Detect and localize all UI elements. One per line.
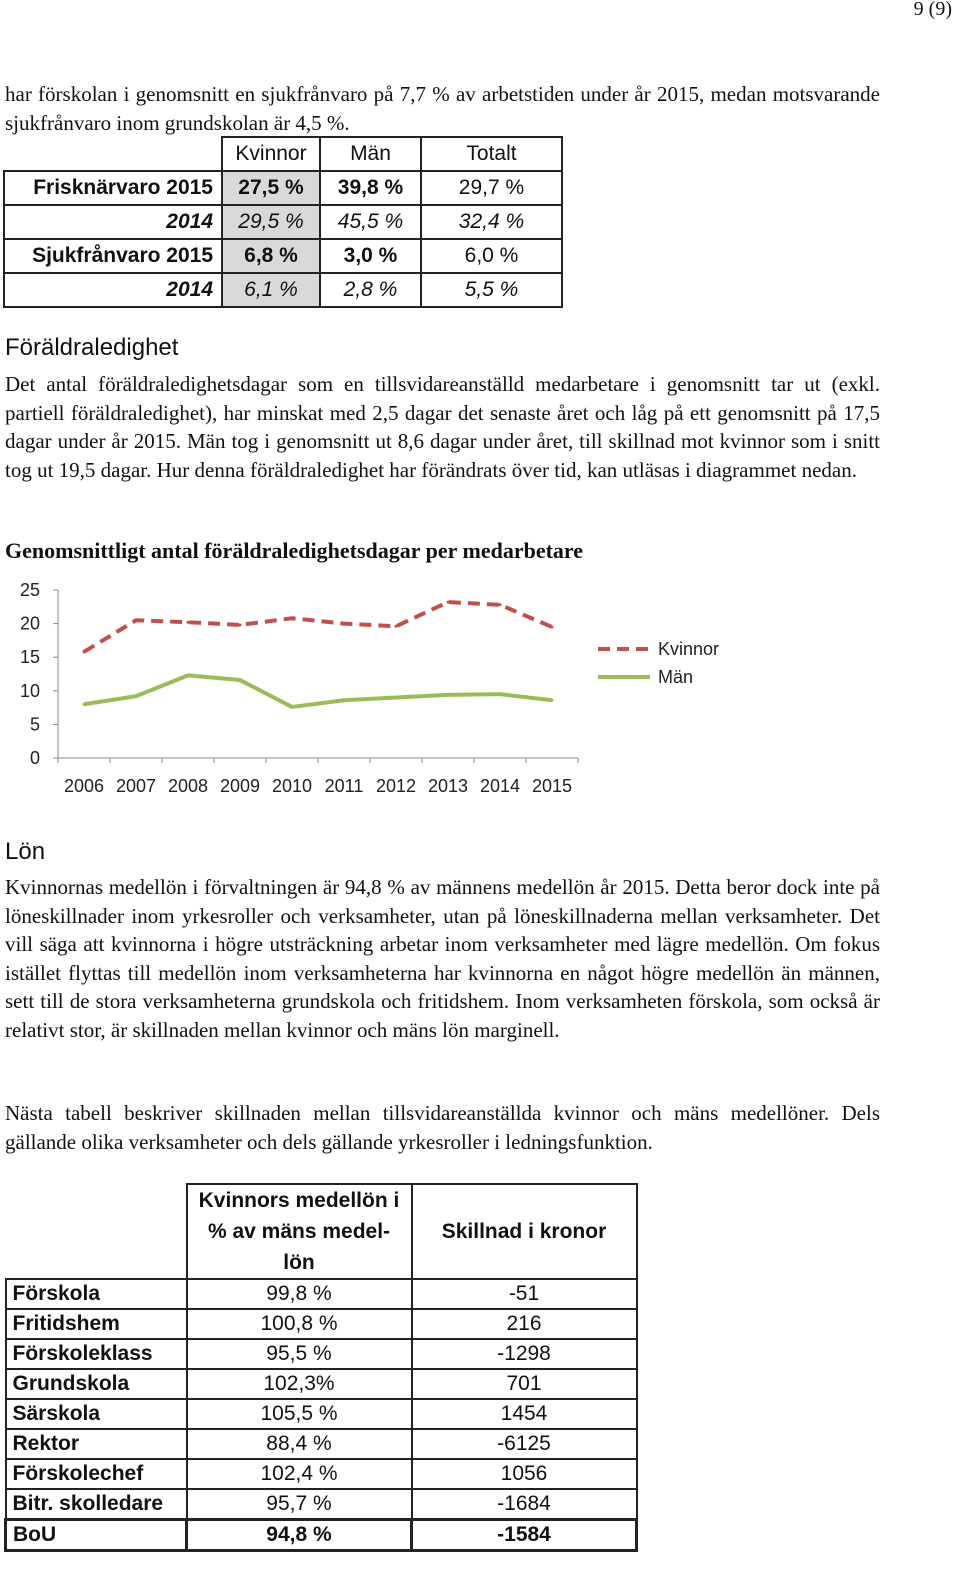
y-tick-label: 25 [19,580,40,600]
table-corner [6,1184,187,1279]
cell-totalt: 6,0 % [421,239,562,273]
chart-legend [598,639,719,687]
section-heading-salary: Lön [5,838,46,865]
row-name: Grundskola [6,1369,187,1399]
data-point [447,601,450,604]
x-tick-label: 2008 [167,776,209,796]
table-row [6,1279,637,1309]
cell-pct: 102,4 % [187,1459,412,1489]
chart-series [83,601,554,709]
row-label: 2014 [4,205,222,239]
y-tick-label: 20 [19,613,40,634]
cell-diff: 1454 [412,1399,637,1429]
data-point [447,693,450,696]
cell-diff: -51 [412,1279,637,1309]
row-name: Rektor [6,1429,187,1459]
parental-paragraph: Det antal föräldraledighetsdagar som en tillsvidareanställd medarbetare i genomsnitt tar ut (exkl. partiell föräldraledighet), har minskat med 2,5 dagar det senaste året och låg på ett genomsnitt på 17,5 dagar under år 2015. Män tog i genomsnitt ut 8,6 dagar under året, till skillnad mot kvinnor som i snitt tog ut 19,5 dagar. Hur denna föräldraledighet har förändrats över tid, kan utläsas i diagrammet nedan. [5,372,880,482]
x-tick-label: 2006 [63,776,105,796]
row-name: Bitr. skolledare [6,1489,187,1520]
x-tick-label: 2013 [427,776,469,796]
x-tick-label: 2015 [531,776,573,796]
data-point [551,625,554,628]
table-row [4,239,562,273]
salary-table [4,1183,638,1552]
cell-man: 2,8 % [320,273,421,307]
data-point [499,603,502,606]
cell-diff: 701 [412,1369,637,1399]
header-man: Män [320,137,421,171]
y-tick-label: 15 [19,647,40,668]
table-row [6,1309,637,1339]
x-tick-label: 2014 [479,776,521,796]
chart-title: Genomsnittligt antal föräldraledighetsdagar per medarbetare [5,538,584,563]
row-name: BoU [6,1520,187,1551]
cell-pct: 95,7 % [187,1489,412,1520]
data-point [395,696,398,699]
table-row [6,1489,637,1520]
series-line-kvinnor [84,602,552,652]
row-label: Sjukfrånvaro 2015 [4,239,222,273]
data-point [395,625,398,628]
table-row [4,205,562,239]
x-tick-label: 2010 [271,776,313,796]
data-point [239,623,242,626]
cell-pct: 88,4 % [187,1429,412,1459]
data-point [135,619,138,622]
x-tick-label: 2007 [115,776,157,796]
cell-diff: 216 [412,1309,637,1339]
cell-pct: 99,8 % [187,1279,412,1309]
data-point [551,699,554,702]
parental-leave-chart [0,570,760,810]
cell-diff: 1056 [412,1459,637,1489]
table-row [4,273,562,307]
table-row [6,1520,637,1551]
cell-man: 39,8 % [320,171,421,205]
table-row [6,1459,637,1489]
header-totalt: Totalt [421,137,562,171]
cell-man: 3,0 % [320,239,421,273]
cell-diff: -1298 [412,1339,637,1369]
table-row [6,1429,637,1459]
data-point [135,695,138,698]
legend-label: Män [658,667,694,687]
cell-diff: -1584 [412,1520,637,1551]
data-point [187,621,190,624]
header-diff: Skillnad i kronor [412,1184,637,1279]
data-point [499,693,502,696]
legend-label: Kvinnor [658,639,720,659]
cell-diff: -6125 [412,1429,637,1459]
data-point [83,703,86,706]
data-point [83,650,86,653]
x-tick-label: 2012 [375,776,417,796]
cell-totalt: 29,7 % [421,171,562,205]
intro-paragraph: har förskolan i genomsnitt en sjukfrånvaro på 7,7 % av arbetstiden under år 2015, medan motsvarande sjukfrånvaro inom grundskolan är 4,5 %. [5,82,880,135]
table-row [4,171,562,205]
row-label: Frisknärvaro 2015 [4,171,222,205]
salary-paragraph: Kvinnornas medellön i förvaltningen är 94,8 % av männens medellön år 2015. Detta beror dock inte på löneskillnader inom yrkesroller och verksamheter, utan på löneskillnaderna mellan verksamheter. Det vill säga att kvinnorna i högre utsträckning arbetar inom verksamheter med lägre medellön. Om fokus istället flyttas till medellön inom verksamheterna har kvinnorna en något högre medellön än männen, sett till de stora verksamheterna grundskola och fritidshem. Inom verksamheten förskola, som också är relativt stor, är skillnaden mellan kvinnor och mäns lön marginell. [5,875,880,1042]
row-name: Särskola [6,1399,187,1429]
cell-totalt: 5,5 % [421,273,562,307]
data-point [239,679,242,682]
cell-diff: -1684 [412,1489,637,1520]
data-point [291,617,294,620]
data-point [291,705,294,708]
cell-kvinnor: 6,8 % [222,239,320,273]
cell-pct: 100,8 % [187,1309,412,1339]
page-number: 9 (9) [913,0,952,20]
data-point [343,699,346,702]
y-tick-label: 5 [29,714,40,735]
salary-table-intro: Nästa tabell beskriver skillnaden mellan tillsvidareanställda kvinnor och mäns medellöner. Dels gällande olika verksamheter och dels gällande yrkesroller i ledningsfunktion. [5,1101,880,1154]
header-pct: Kvinnors medellön i % av mäns medel-lön [187,1184,412,1279]
table-row [6,1339,637,1369]
x-tick-label: 2011 [324,776,364,796]
table-row [6,1399,637,1429]
row-name: Fritidshem [6,1309,187,1339]
cell-man: 45,5 % [320,205,421,239]
table-row [6,1369,637,1399]
table-corner [4,137,222,171]
header-kvinnor: Kvinnor [222,137,320,171]
row-name: Förskola [6,1279,187,1309]
row-name: Förskoleklass [6,1339,187,1369]
x-axis [58,758,578,796]
cell-kvinnor: 6,1 % [222,273,320,307]
cell-pct: 94,8 % [187,1520,412,1551]
data-point [187,674,190,677]
series-line-män [84,675,552,707]
cell-kvinnor: 29,5 % [222,205,320,239]
cell-totalt: 32,4 % [421,205,562,239]
cell-pct: 95,5 % [187,1339,412,1369]
row-label: 2014 [4,273,222,307]
absence-table [3,136,563,308]
cell-pct: 105,5 % [187,1399,412,1429]
row-name: Förskolechef [6,1459,187,1489]
y-tick-label: 0 [29,748,40,768]
section-heading-parental: Föräldraledighet [5,334,179,361]
x-tick-label: 2009 [219,776,261,796]
y-tick-label: 10 [19,680,40,701]
cell-pct: 102,3% [187,1369,412,1399]
data-point [343,622,346,625]
cell-kvinnor: 27,5 % [222,171,320,205]
y-axis [20,580,58,768]
